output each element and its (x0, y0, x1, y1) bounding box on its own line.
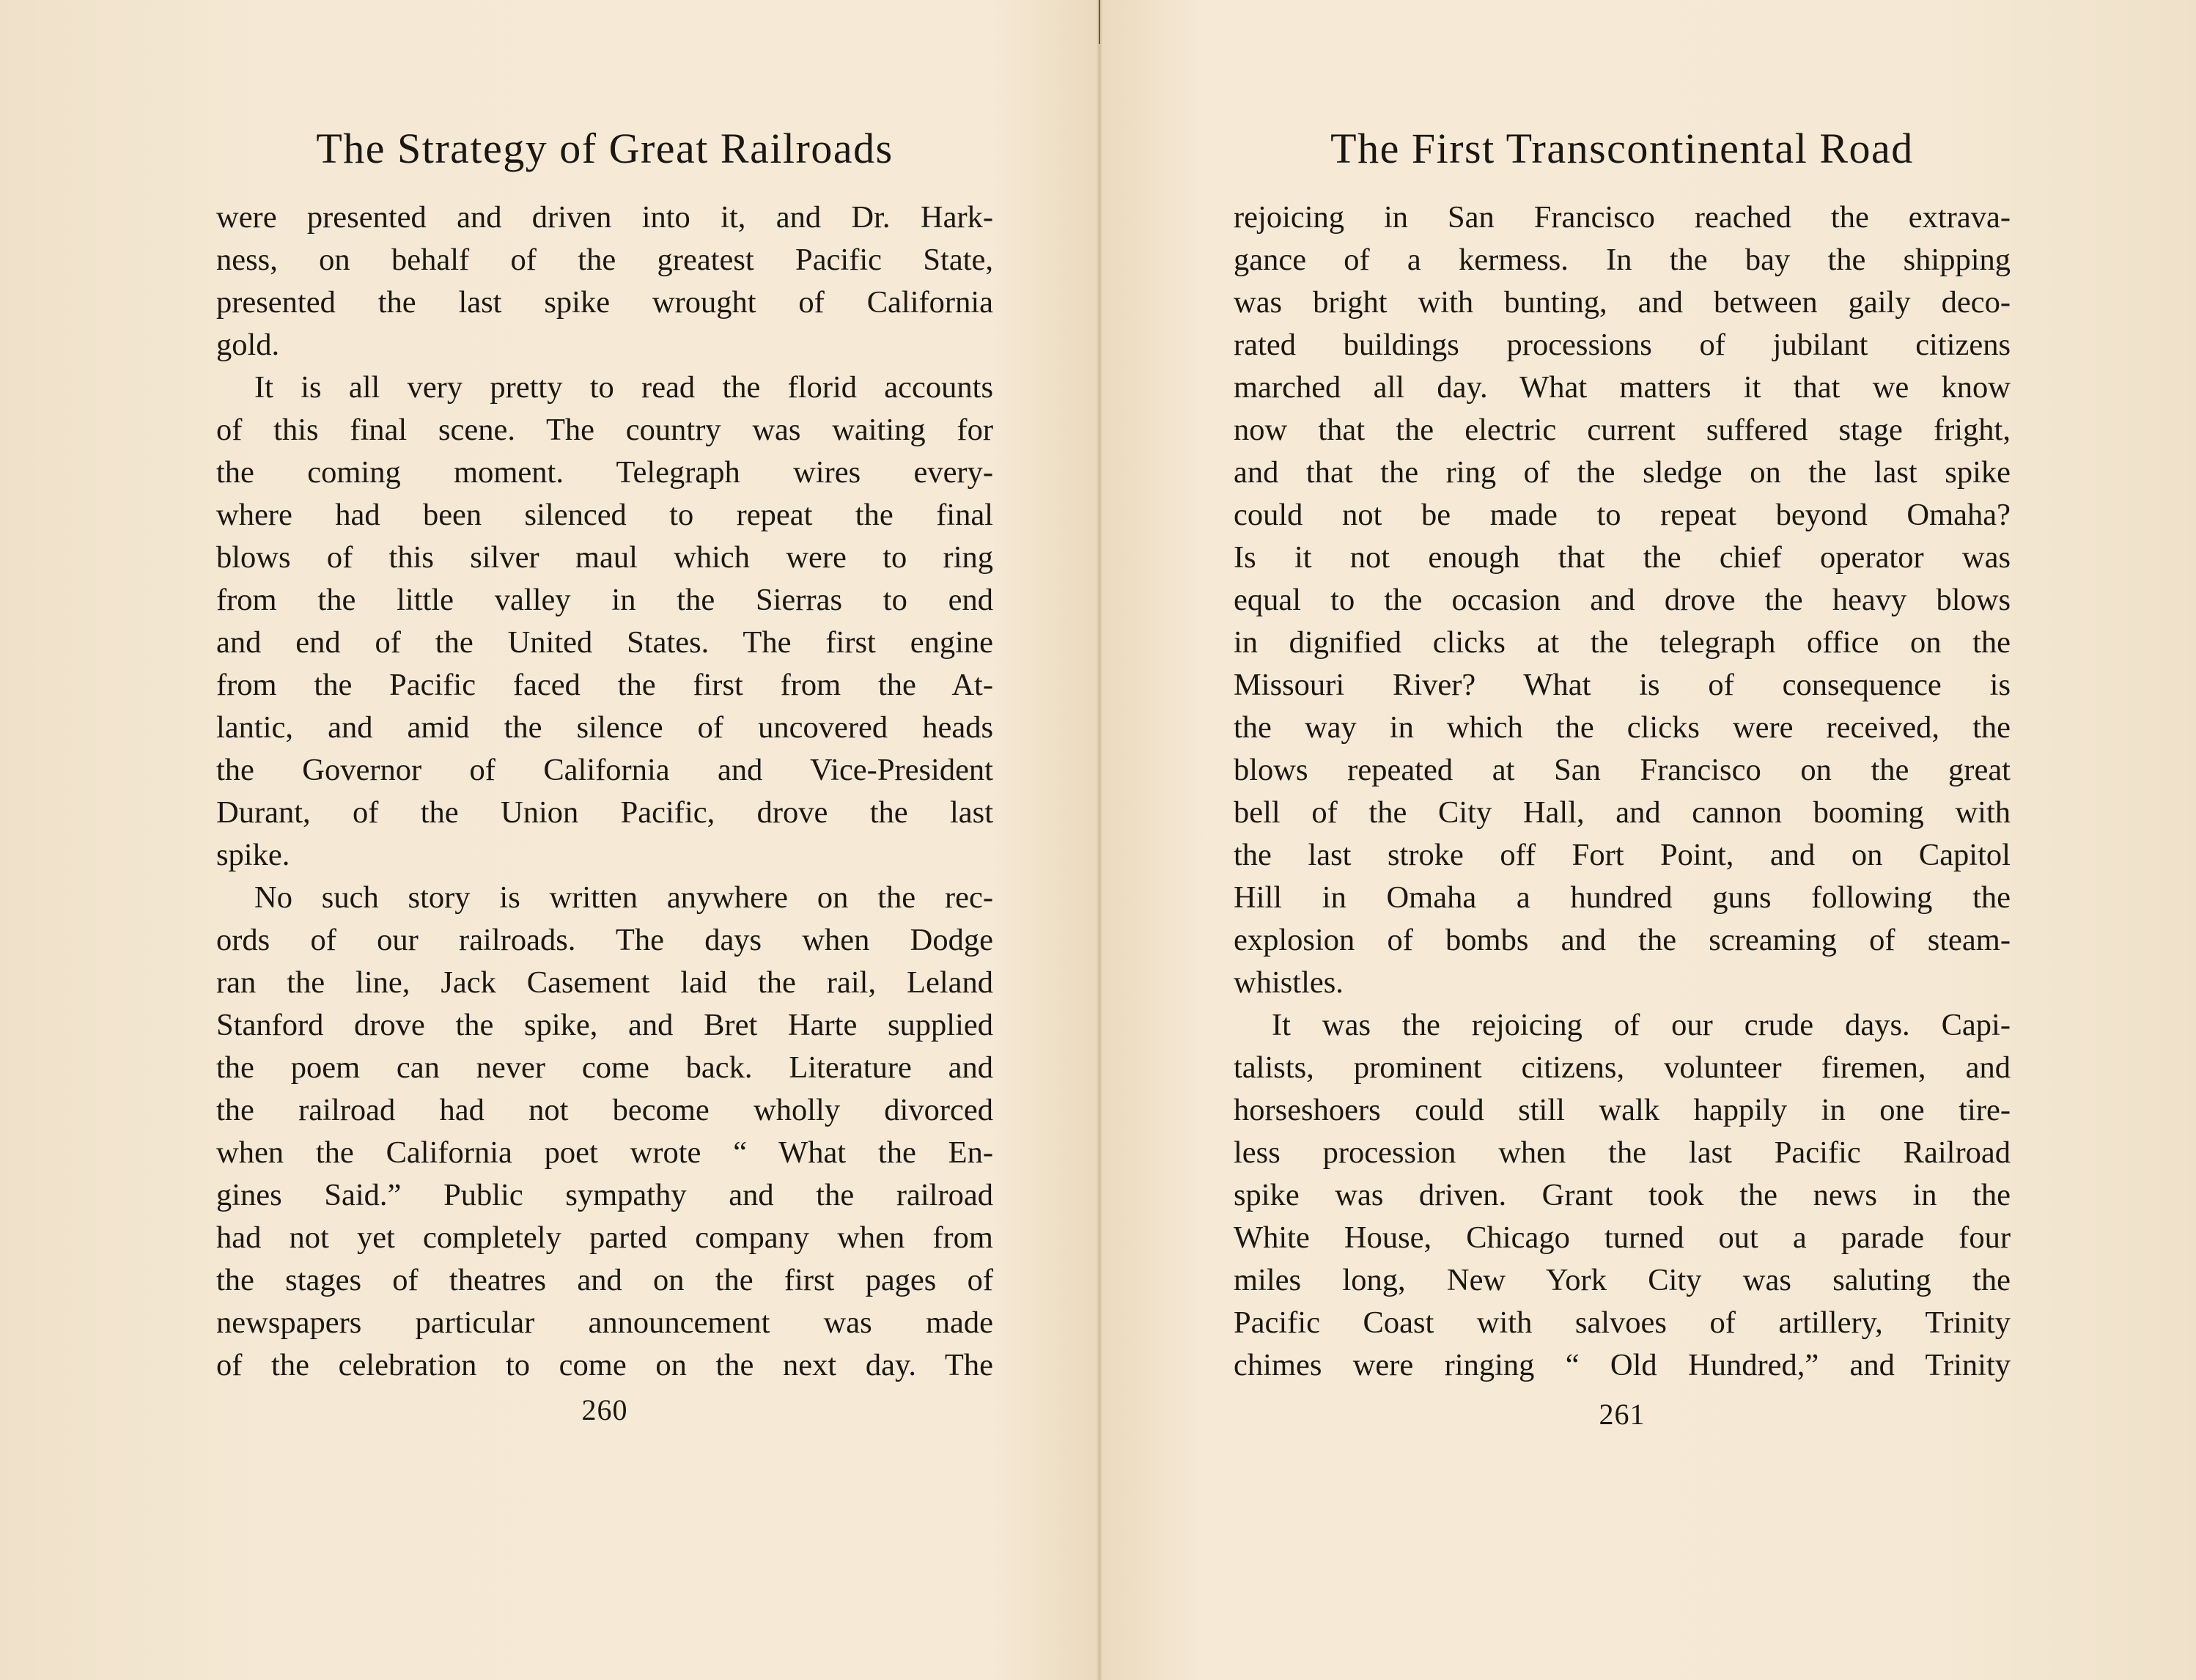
text-line: explosion of bombs and the screaming of steam- (1234, 923, 2011, 957)
text-line: gold. (216, 328, 280, 362)
text-line: in dignified clicks at the telegraph office on the (1234, 625, 2011, 660)
text-line: White House, Chicago turned out a parade four (1234, 1220, 2011, 1255)
text-line: spike. (216, 838, 290, 872)
text-line: chimes were ringing “ Old Hundred,” and Trinity (1234, 1348, 2011, 1382)
text-line: now that the electric current suffered stage fright, (1234, 413, 2011, 447)
text-line: spike was driven. Grant took the news in the (1234, 1178, 2011, 1212)
text-line: talists, prominent citizens, volunteer firemen, and (1234, 1050, 2011, 1085)
text-line: It is all very pretty to read the florid accounts (254, 370, 993, 405)
text-line: Missouri River? What is of consequence is (1234, 668, 2011, 702)
text-line: the coming moment. Telegraph wires every- (216, 455, 993, 490)
text-line: less procession when the last Pacific Railroad (1234, 1135, 2011, 1170)
text-line: could not be made to repeat beyond Omaha? (1234, 498, 2011, 532)
text-line: the way in which the clicks were received, the (1234, 710, 2011, 745)
text-line: ords of our railroads. The days when Dodge (216, 923, 993, 957)
text-line: Hill in Omaha a hundred guns following the (1234, 880, 2011, 915)
text-line: and that the ring of the sledge on the last spike (1234, 455, 2011, 490)
text-line: blows repeated at San Francisco on the great (1234, 753, 2011, 787)
text-line: rejoicing in San Francisco reached the extrava- (1234, 200, 2011, 235)
right-body-text (1234, 196, 2011, 1387)
text-line: the last stroke off Fort Point, and on Capitol (1234, 838, 2011, 872)
text-line: had not yet completely parted company when from (216, 1220, 993, 1255)
text-line: blows of this silver maul which were to ring (216, 540, 993, 575)
text-line: the Governor of California and Vice-President (216, 753, 993, 787)
text-line: when the California poet wrote “ What the En- (216, 1135, 993, 1170)
text-line: bell of the City Hall, and cannon booming with (1234, 795, 2011, 830)
text-line: marched all day. What matters it that we know (1234, 370, 2011, 405)
text-line: the poem can never come back. Literature and (216, 1050, 993, 1085)
text-line: was bright with bunting, and between gaily deco- (1234, 285, 2011, 320)
text-line: from the little valley in the Sierras to end (216, 583, 993, 617)
book-gutter (1097, 0, 1102, 1680)
text-line: Is it not enough that the chief operator was (1234, 540, 2011, 575)
text-line: Pacific Coast with salvoes of artillery, Trinity (1234, 1305, 2011, 1340)
text-line: gance of a kermess. In the bay the shipping (1234, 243, 2011, 277)
text-line: No such story is written anywhere on the rec- (254, 880, 993, 915)
text-line: ran the line, Jack Casement laid the rail, Leland (216, 965, 993, 1000)
text-line: from the Pacific faced the first from the At- (216, 668, 993, 702)
text-line: Durant, of the Union Pacific, drove the last (216, 795, 993, 830)
text-line: horseshoers could still walk happily in one tire- (1234, 1093, 2011, 1127)
text-line: Stanford drove the spike, and Bret Harte supplied (216, 1008, 993, 1042)
text-line: were presented and driven into it, and Dr. Hark- (216, 200, 993, 235)
text-line: the railroad had not become wholly divorced (216, 1093, 993, 1127)
text-line: rated buildings processions of jubilant citizens (1234, 328, 2011, 362)
gutter-mark (1099, 0, 1100, 44)
text-line: gines Said.” Public sympathy and the railroad (216, 1178, 993, 1212)
text-line: of the celebration to come on the next day. The (216, 1348, 993, 1382)
text-line: miles long, New York City was saluting the (1234, 1263, 2011, 1297)
text-line: where had been silenced to repeat the final (216, 498, 993, 532)
text-line: equal to the occasion and drove the heavy blows (1234, 583, 2011, 617)
left-page-number: 260 (581, 1393, 628, 1426)
left-body-text (216, 196, 993, 1387)
right-page-number: 261 (1599, 1398, 1646, 1431)
text-line: presented the last spike wrought of California (216, 285, 993, 320)
text-line: and end of the United States. The first engine (216, 625, 993, 660)
text-line: the stages of theatres and on the first pages of (216, 1263, 993, 1297)
text-line: It was the rejoicing of our crude days. Capi- (1272, 1008, 2011, 1042)
left-running-head: The Strategy of Great Railroads (316, 125, 893, 172)
text-line: of this final scene. The country was waiting for (216, 413, 993, 447)
text-line: ness, on behalf of the greatest Pacific State, (216, 243, 993, 277)
right-running-head: The First Transcontinental Road (1330, 125, 1914, 172)
text-line: newspapers particular announcement was made (216, 1305, 993, 1340)
text-line: whistles. (1234, 965, 1344, 1000)
text-line: lantic, and amid the silence of uncovered heads (216, 710, 993, 745)
